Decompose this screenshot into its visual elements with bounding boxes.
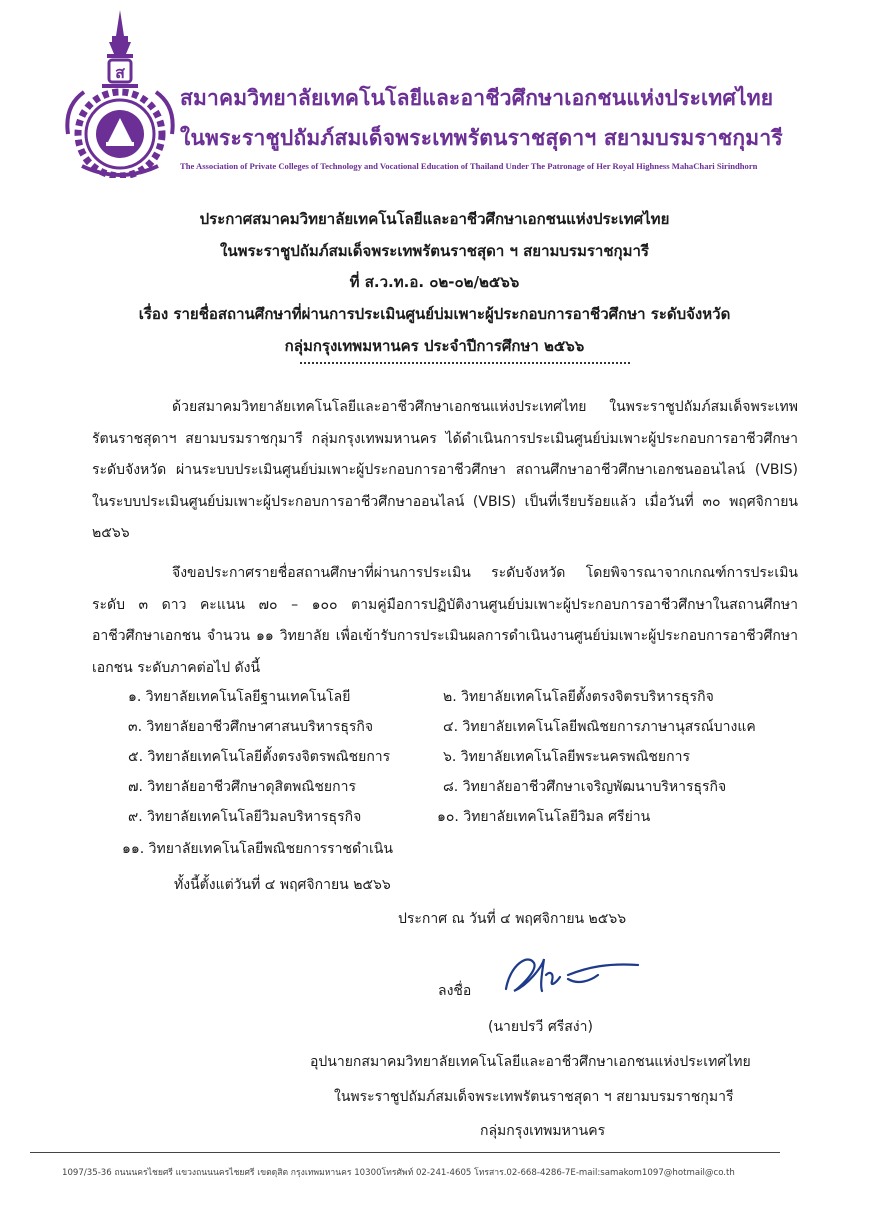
signer-name: (นายปรวี ศรีสง่า) (488, 1019, 593, 1035)
list-item: ๑๑. วิทยาลัยเทคโนโลยีพณิชยการราชดำเนิน (122, 841, 393, 857)
list-item: ๑. วิทยาลัยเทคโนโลยีฐานเทคโนโลยี (128, 689, 351, 705)
svg-text:ส: ส (115, 63, 125, 82)
association-emblem-icon (62, 6, 178, 178)
list-item: ๗. วิทยาลัยอาชีวศึกษาดุสิตพณิชยการ (128, 779, 356, 795)
org-name-en: The Association of Private Colleges of Technology and Vocational Education of Thailand Under The Patronage of Her Royal Highness MahaChari Sirindhorn (180, 161, 758, 171)
announcement-title-line1: ประกาศสมาคมวิทยาลัยเทคโนโลยีและอาชีวศึกษาเอกชนแห่งประเทศไทย (199, 210, 670, 228)
body-paragraph-2: จึงขอประกาศรายชื่อสถานศึกษาที่ผ่านการประเมิน ระดับจังหวัด โดยพิจารณาจากเกณฑ์การประเมิน ระดับ ๓ ดาว คะแนน ๗๐ – ๑๐๐ ตามคู่มือการปฏิบัติงานศูนย์บ่มเพาะผู้ประกอบการอาชีวศึกษาในสถานศึกษาอาชีวศึกษาเอกชน จำนวน ๑๑ วิทยาลัย เพื่อเข้ารับการประเมินผลการดำเนินงานศูนย์บ่มเพาะผู้ประกอบการอาชีวศึกษาเอกชน ระดับภาคต่อไป ดังนี้ (92, 565, 798, 676)
announcement-title-line2: ในพระราชูปถัมภ์สมเด็จพระเทพรัตนราชสุดา ฯ สยามบรมราชกุมารี (220, 242, 649, 260)
org-name-th-line2: ในพระราชูปถัมภ์สมเด็จพระเทพรัตนราชสุดาฯ สยามบรมราชกุมารี (180, 126, 783, 150)
list-item: ๑๐. วิทยาลัยเทคโนโลยีวิมล ศรีย่าน (437, 809, 651, 825)
signer-title-line1: อุปนายกสมาคมวิทยาลัยเทคโนโลยีและอาชีวศึกษาเอกชนแห่งประเทศไทย (310, 1054, 751, 1070)
list-item: ๘. วิทยาลัยอาชีวศึกษาเจริญพัฒนาบริหารธุรกิจ (443, 779, 727, 795)
signed-label: ลงชื่อ (438, 983, 472, 999)
signer-title-line2: ในพระราชูปถัมภ์สมเด็จพระเทพรัตนราชสุดา ฯ สยามบรมราชกุมารี (334, 1089, 734, 1105)
signature-icon (498, 945, 648, 1001)
effective-date: ทั้งนี้ตั้งแต่วันที่ ๔ พฤศจิกายน ๒๕๖๖ (174, 877, 391, 893)
dotted-divider (300, 362, 630, 364)
footer-divider (30, 1152, 780, 1153)
announcement-subject-line1: เรื่อง รายชื่อสถานศึกษาที่ผ่านการประเมินศูนย์บ่มเพาะผู้ประกอบการอาชีวศึกษา ระดับจังหวัด (138, 305, 731, 323)
list-item: ๒. วิทยาลัยเทคโนโลยีตั้งตรงจิตรบริหารธุรกิจ (443, 689, 714, 705)
announced-date: ประกาศ ณ วันที่ ๔ พฤศจิกายน ๒๕๖๖ (398, 911, 627, 927)
body-paragraph-1: ด้วยสมาคมวิทยาลัยเทคโนโลยีและอาชีวศึกษาเอกชนแห่งประเทศไทย ในพระราชูปถัมภ์สมเด็จพระเทพรัตนราชสุดาฯ สยามบรมราชกุมารี กลุ่มกรุงเทพมหานคร ได้ดำเนินการประเมินศูนย์บ่มเพาะผู้ประกอบการอาชีวศึกษา ระดับจังหวัด ผ่านระบบประเมินศูนย์บ่มเพาะผู้ประกอบการอาชีวศึกษา สถานศึกษาอาชีวศึกษาเอกชนออนไลน์ (VBIS) ในระบบประเมินศูนย์บ่มเพาะผู้ประกอบการอาชีวศึกษาออนไลน์ (VBIS) เป็นที่เรียบร้อยแล้ว เมื่อวันที่ ๓๐ พฤศจิกายน ๒๕๖๖ (92, 399, 798, 541)
announcement-subject-line2: กลุ่มกรุงเทพมหานคร ประจำปีการศึกษา ๒๕๖๖ (284, 337, 585, 355)
list-item: ๔. วิทยาลัยเทคโนโลยีพณิชยการภาษานุสรณ์บางแค (443, 719, 756, 735)
list-item: ๖. วิทยาลัยเทคโนโลยีพระนครพณิชยการ (443, 749, 690, 765)
list-item: ๓. วิทยาลัยอาชีวศึกษาศาสนบริหารธุรกิจ (128, 719, 374, 735)
org-name-th-line1: สมาคมวิทยาลัยเทคโนโลยีและอาชีวศึกษาเอกชนแห่งประเทศไทย (180, 86, 774, 110)
footer-address: 1097/35-36 ถนนนครไชยศรี แขวงถนนนครไชยศรี เขตดุสิต กรุงเทพมหานคร 10300โทรศัพท์ 02-241-4605 โทรสาร.02-668-4286-7E-mail:samakom1097@hotmail@co.th (62, 1168, 735, 1178)
list-item: ๕. วิทยาลัยเทคโนโลยีตั้งตรงจิตรพณิชยการ (128, 749, 391, 765)
signer-title-line3: กลุ่มกรุงเทพมหานคร (480, 1123, 606, 1139)
list-item: ๙. วิทยาลัยเทคโนโลยีวิมลบริหารธุรกิจ (128, 809, 362, 825)
announcement-reference-no: ที่ ส.ว.ท.อ. ๐๒-๐๒/๒๕๖๖ (349, 273, 520, 291)
